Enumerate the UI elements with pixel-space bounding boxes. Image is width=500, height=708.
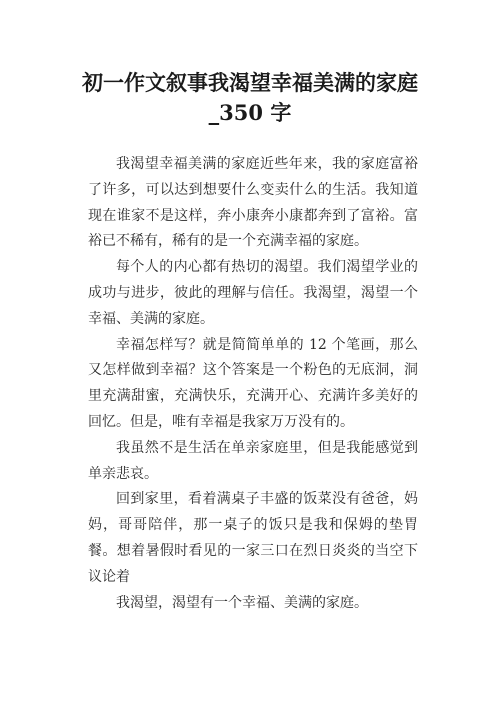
paragraph: 幸福怎样写？就是简简单单的 12 个笔画，那么又怎样做到幸福？这个答案是一个粉色的无底洞，洞里充满甜蜜，充满快乐，充满开心、充满许多美好的回忆。但是，唯有幸福是我家万万没有的。 [88,336,418,430]
paragraph: 我渴望，渴望有一个幸福、美满的家庭。 [116,594,368,611]
document-title-line-2: _350 字 [208,100,292,125]
paragraph: 我渴望幸福美满的家庭近些年来，我的家庭富裕了许多，可以达到想要什么变卖什么的生活。我知道现在谁家不是这样，奔小康奔小康都奔到了富裕。富裕已不稀有，稀有的是一个充满幸福的家庭。 [88,156,418,250]
document-body [88,152,418,616]
document-title-line-1: 初一作文叙事我渴望幸福美满的家庭 [82,70,418,95]
paragraph: 回到家里，看着满桌子丰盛的饭菜没有爸爸，妈妈，哥哥陪伴，那一桌子的饭只是我和保姆的垫胃餐。想着暑假时看见的一家三口在烈日炎炎的当空下议论着 [88,491,418,585]
paragraph: 我虽然不是生活在单亲家庭里，但是我能感觉到单亲悲哀。 [88,439,418,482]
paragraph: 每个人的内心都有热切的渴望。我们渴望学业的成功与进步，彼此的理解与信任。我渴望，渴望一个幸福、美满的家庭。 [88,259,418,327]
